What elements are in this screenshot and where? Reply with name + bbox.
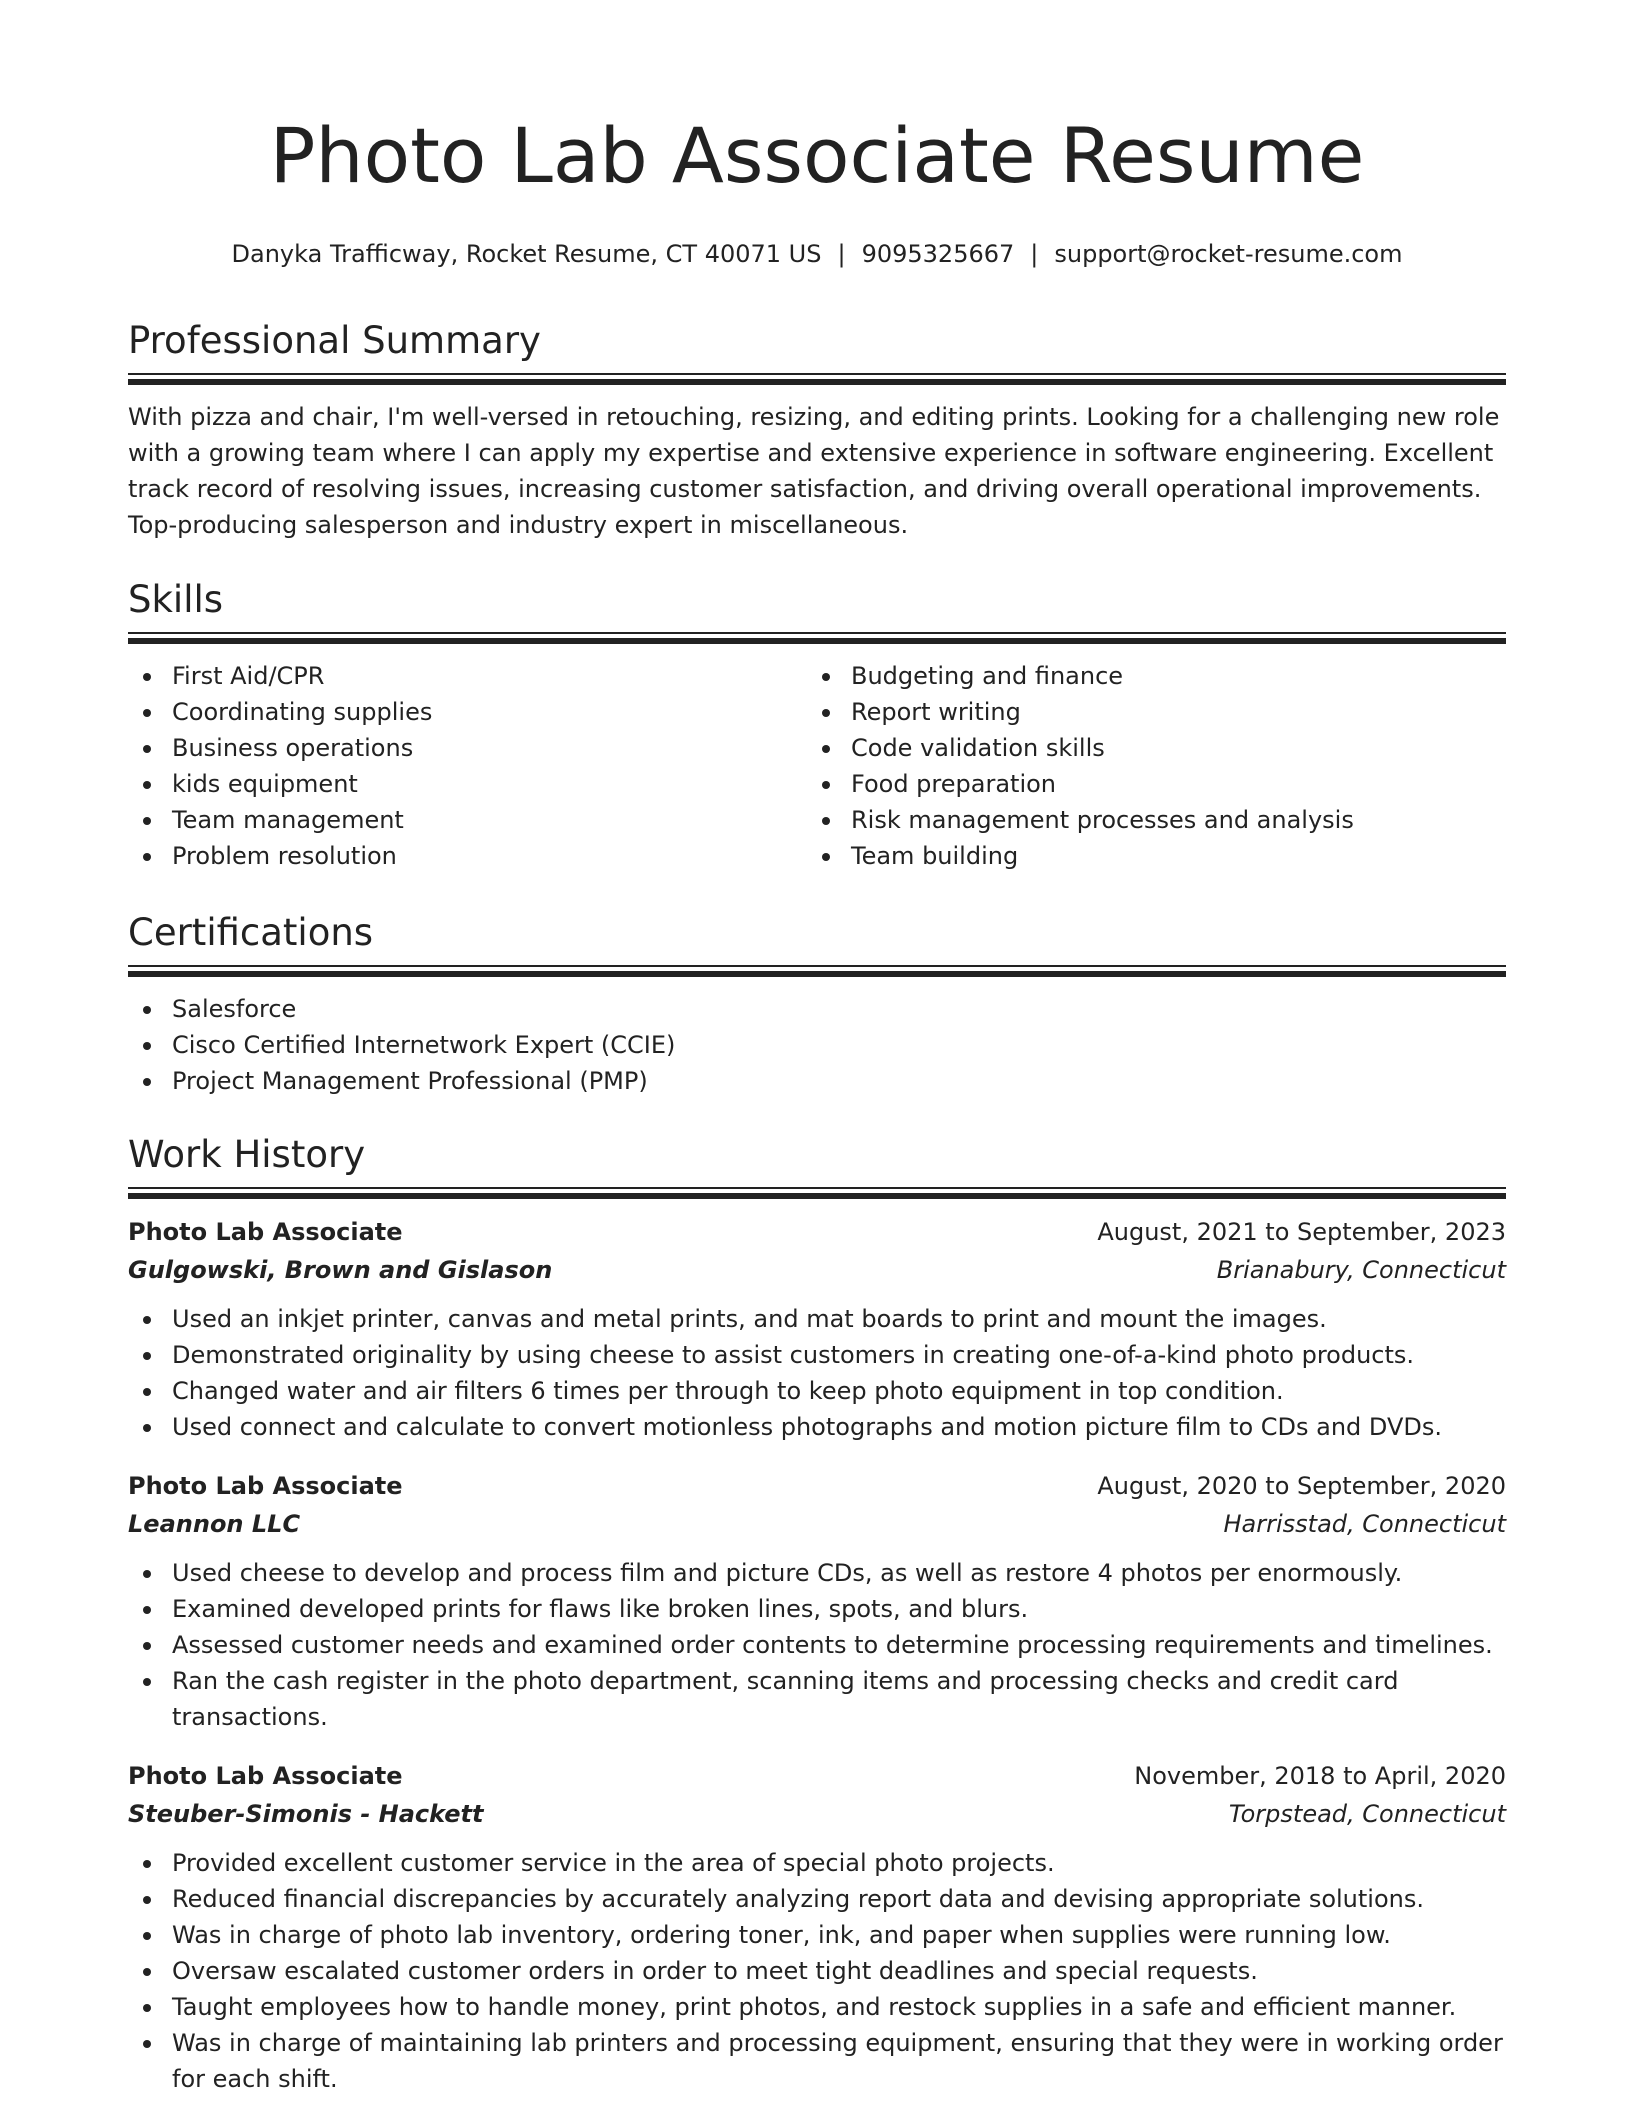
job-bullets [128,1301,1506,1445]
job-bullet: Changed water and air filters 6 times per through to keep photo equipment in top condition. [172,1373,1506,1409]
skills-columns [128,658,1506,874]
job-bullet: Taught employees how to handle money, print photos, and restock supplies in a safe and efficient manner. [172,1989,1506,2025]
job-entry [128,1467,1506,1735]
section-divider [128,1193,1506,1199]
job-bullet: Used cheese to develop and process film and picture CDs, as well as restore 4 photos per enormously. [172,1555,1506,1591]
job-bullet: Was in charge of maintaining lab printers and processing equipment, ensuring that they were in working order for each shift. [172,2025,1506,2097]
job-bullet: Ran the cash register in the photo department, scanning items and processing checks and credit card transactions. [172,1663,1506,1735]
job-company: Gulgowski, Brown and Gislason [128,1256,553,1284]
skill-item: Team management [172,802,807,838]
job-header-row [128,1213,1506,1251]
skill-item: First Aid/CPR [172,658,807,694]
skill-item: Code validation skills [851,730,1486,766]
job-company: Steuber-Simonis - Hackett [128,1800,484,1828]
job-dates: August, 2021 to September, 2023 [1097,1218,1506,1246]
job-header-row [128,1757,1506,1795]
certifications-list [128,991,1506,1099]
section-divider [128,373,1506,375]
work-history-section [128,1133,1506,2097]
job-bullets [128,1845,1506,2097]
job-title: Photo Lab Associate [128,1472,403,1500]
job-bullet: Reduced financial discrepancies by accurately analyzing report data and devising appropriate solutions. [172,1881,1506,1917]
skills-column-right [807,658,1486,874]
job-entry [128,1213,1506,1445]
certification-item: Project Management Professional (PMP) [172,1063,1506,1099]
skill-item: Food preparation [851,766,1486,802]
job-bullet: Used connect and calculate to convert motionless photographs and motion picture film to CDs and DVDs. [172,1409,1506,1445]
section-divider [128,971,1506,977]
skills-list-right [807,658,1486,874]
summary-text: With pizza and chair, I'm well-versed in retouching, resizing, and editing prints. Looking for a challenging new role with a growing team where I can apply my expertise and extensive experience in software engineering. Excellent track record of resolving issues, increasing customer satisfaction, and driving overall operational improvements. Top-producing salesperson and industry expert in miscellaneous. [128,403,1500,539]
section-heading-work-history: Work History [128,1133,366,1176]
section-divider [128,379,1506,385]
contact-phone: 9095325667 [861,240,1015,268]
summary-section [128,319,1506,543]
section-heading-summary: Professional Summary [128,319,541,362]
job-bullet: Demonstrated originality by using cheese to assist customers in creating one-of-a-kind photo products. [172,1337,1506,1373]
skill-item: Team building [851,838,1486,874]
certifications-section [128,911,1506,1099]
skill-item: Budgeting and finance [851,658,1486,694]
skills-list-left [128,658,807,874]
skill-item: Problem resolution [172,838,807,874]
job-dates: August, 2020 to September, 2020 [1097,1472,1506,1500]
job-dates: November, 2018 to April, 2020 [1134,1762,1506,1790]
job-title: Photo Lab Associate [128,1762,403,1790]
certification-item: Cisco Certified Internetwork Expert (CCIE) [172,1027,1506,1063]
contact-separator: | [837,240,846,268]
job-bullet: Provided excellent customer service in the area of special photo projects. [172,1845,1506,1881]
section-heading-certifications: Certifications [128,911,374,954]
job-entry [128,1757,1506,2097]
job-header-row [128,1467,1506,1505]
job-bullet: Used an inkjet printer, canvas and metal prints, and mat boards to print and mount the images. [172,1301,1506,1337]
contact-email: support@rocket-resume.com [1054,240,1403,268]
section-divider [128,1187,1506,1189]
job-location: Brianabury, Connecticut [1216,1256,1506,1284]
job-bullets [128,1555,1506,1735]
job-bullet: Was in charge of photo lab inventory, ordering toner, ink, and paper when supplies were running low. [172,1917,1506,1953]
skill-item: kids equipment [172,766,807,802]
contact-address: Danyka Trafficway, Rocket Resume, CT 40071 US [231,240,822,268]
skill-item: Business operations [172,730,807,766]
contact-separator: | [1030,240,1039,268]
skills-section [128,578,1506,874]
skill-item: Report writing [851,694,1486,730]
section-divider [128,965,1506,967]
skill-item: Risk management processes and analysis [851,802,1486,838]
job-subheader-row [128,1505,1506,1543]
section-divider [128,632,1506,634]
page-title: Photo Lab Associate Resume [269,111,1365,200]
job-location: Harrisstad, Connecticut [1223,1510,1506,1538]
job-subheader-row [128,1795,1506,1833]
job-location: Torpstead, Connecticut [1228,1800,1506,1828]
job-subheader-row [128,1251,1506,1289]
certification-item: Salesforce [172,991,1506,1027]
section-heading-skills: Skills [128,578,224,621]
skills-column-left [128,658,807,874]
job-bullet: Assessed customer needs and examined order contents to determine processing requirements and timelines. [172,1627,1506,1663]
job-bullet: Oversaw escalated customer orders in order to meet tight deadlines and special requests. [172,1953,1506,1989]
contact-line [128,240,1506,269]
section-divider [128,638,1506,644]
job-title: Photo Lab Associate [128,1218,403,1246]
job-bullet: Examined developed prints for flaws like broken lines, spots, and blurs. [172,1591,1506,1627]
job-company: Leannon LLC [128,1510,301,1538]
skill-item: Coordinating supplies [172,694,807,730]
